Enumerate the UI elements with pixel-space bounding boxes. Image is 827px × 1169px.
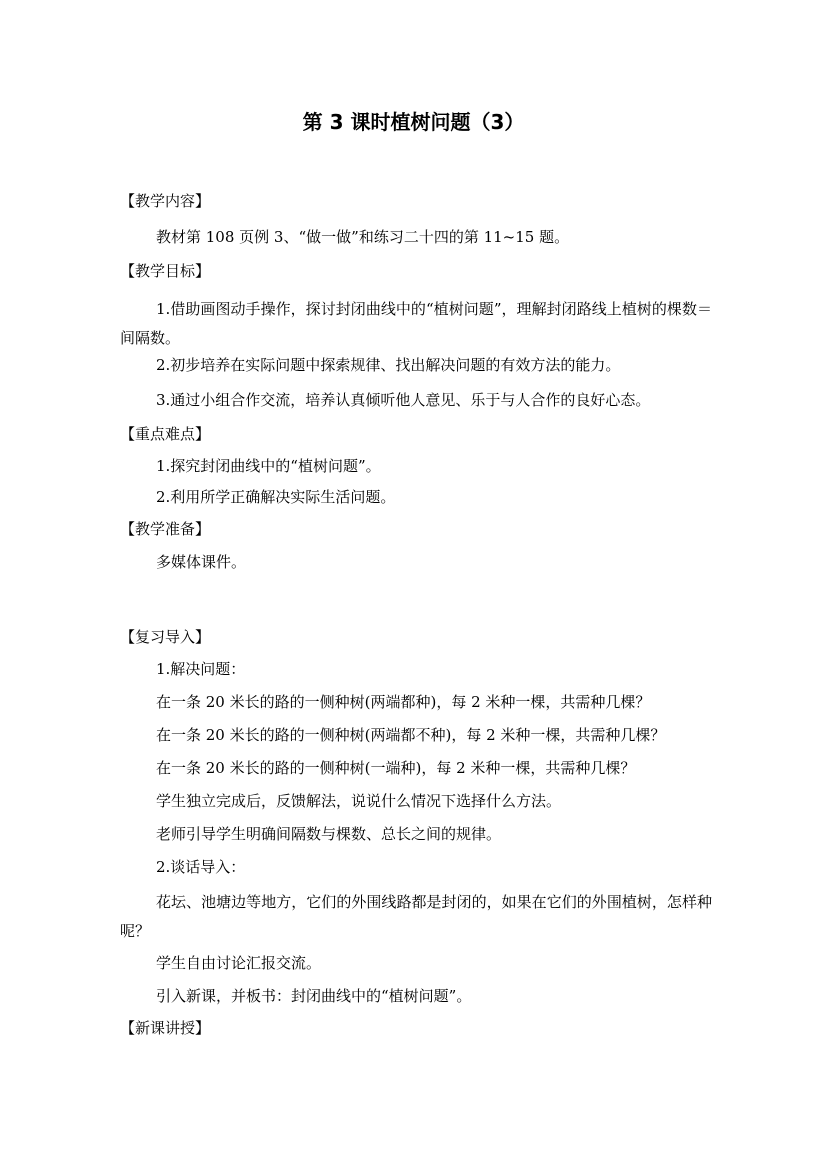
talk-text: 花坛、池塘边等地方，它们的外围线路都是封闭的，如果在它们的外围植树，怎样种呢？	[120, 893, 712, 940]
section-heading-content: 【教学内容】	[120, 192, 211, 210]
feedback-text: 学生独立完成后，反馈解法，说说什么情况下选择什么方法。	[156, 792, 562, 810]
section-heading-preparation: 【教学准备】	[120, 520, 211, 538]
goal-item-1: 1.借助画图动手操作，探讨封闭曲线中的“植树问题”，理解封闭路线上植树的棵数＝间隔数。	[120, 300, 712, 347]
problem-text-c: 在一条 20 米长的路的一侧种树(一端种)，每 2 米种一棵，共需种几棵？	[156, 759, 636, 777]
problem-text-b: 在一条 20 米长的路的一侧种树(两端都不种)，每 2 米种一棵，共需种几棵？	[156, 726, 666, 744]
review-item-2: 2.谈话导入：	[156, 858, 246, 876]
section-heading-goals: 【教学目标】	[120, 262, 211, 280]
preparation-text: 多媒体课件。	[156, 553, 247, 571]
intro-new-text: 引入新课，并板书：封闭曲线中的“植树问题”。	[156, 987, 472, 1005]
review-item-1: 1.解决问题：	[156, 660, 246, 678]
key-point-1: 1.探究封闭曲线中的“植树问题”。	[156, 457, 381, 475]
goal-item-3: 3.通过小组合作交流，培养认真倾听他人意见、乐于与人合作的良好心态。	[156, 391, 651, 409]
discussion-text: 学生自由讨论汇报交流。	[156, 954, 322, 972]
section-heading-new-lesson: 【新课讲授】	[120, 1019, 211, 1037]
teacher-guide-text: 老师引导学生明确间隔数与棵数、总长之间的规律。	[156, 825, 502, 843]
key-point-2: 2.利用所学正确解决实际生活问题。	[156, 488, 396, 506]
goal-item-2: 2.初步培养在实际问题中探索规律、找出解决问题的有效方法的能力。	[156, 356, 621, 374]
page-title: 第 3 课时植树问题（3）	[302, 110, 525, 134]
problem-text-a: 在一条 20 米长的路的一侧种树(两端都种)，每 2 米种一棵，共需种几棵？	[156, 693, 651, 711]
section-heading-key-points: 【重点难点】	[120, 425, 211, 443]
content-text: 教材第 108 页例 3、“做一做”和练习二十四的第 11~15 题。	[156, 228, 570, 246]
section-heading-review: 【复习导入】	[120, 628, 211, 646]
